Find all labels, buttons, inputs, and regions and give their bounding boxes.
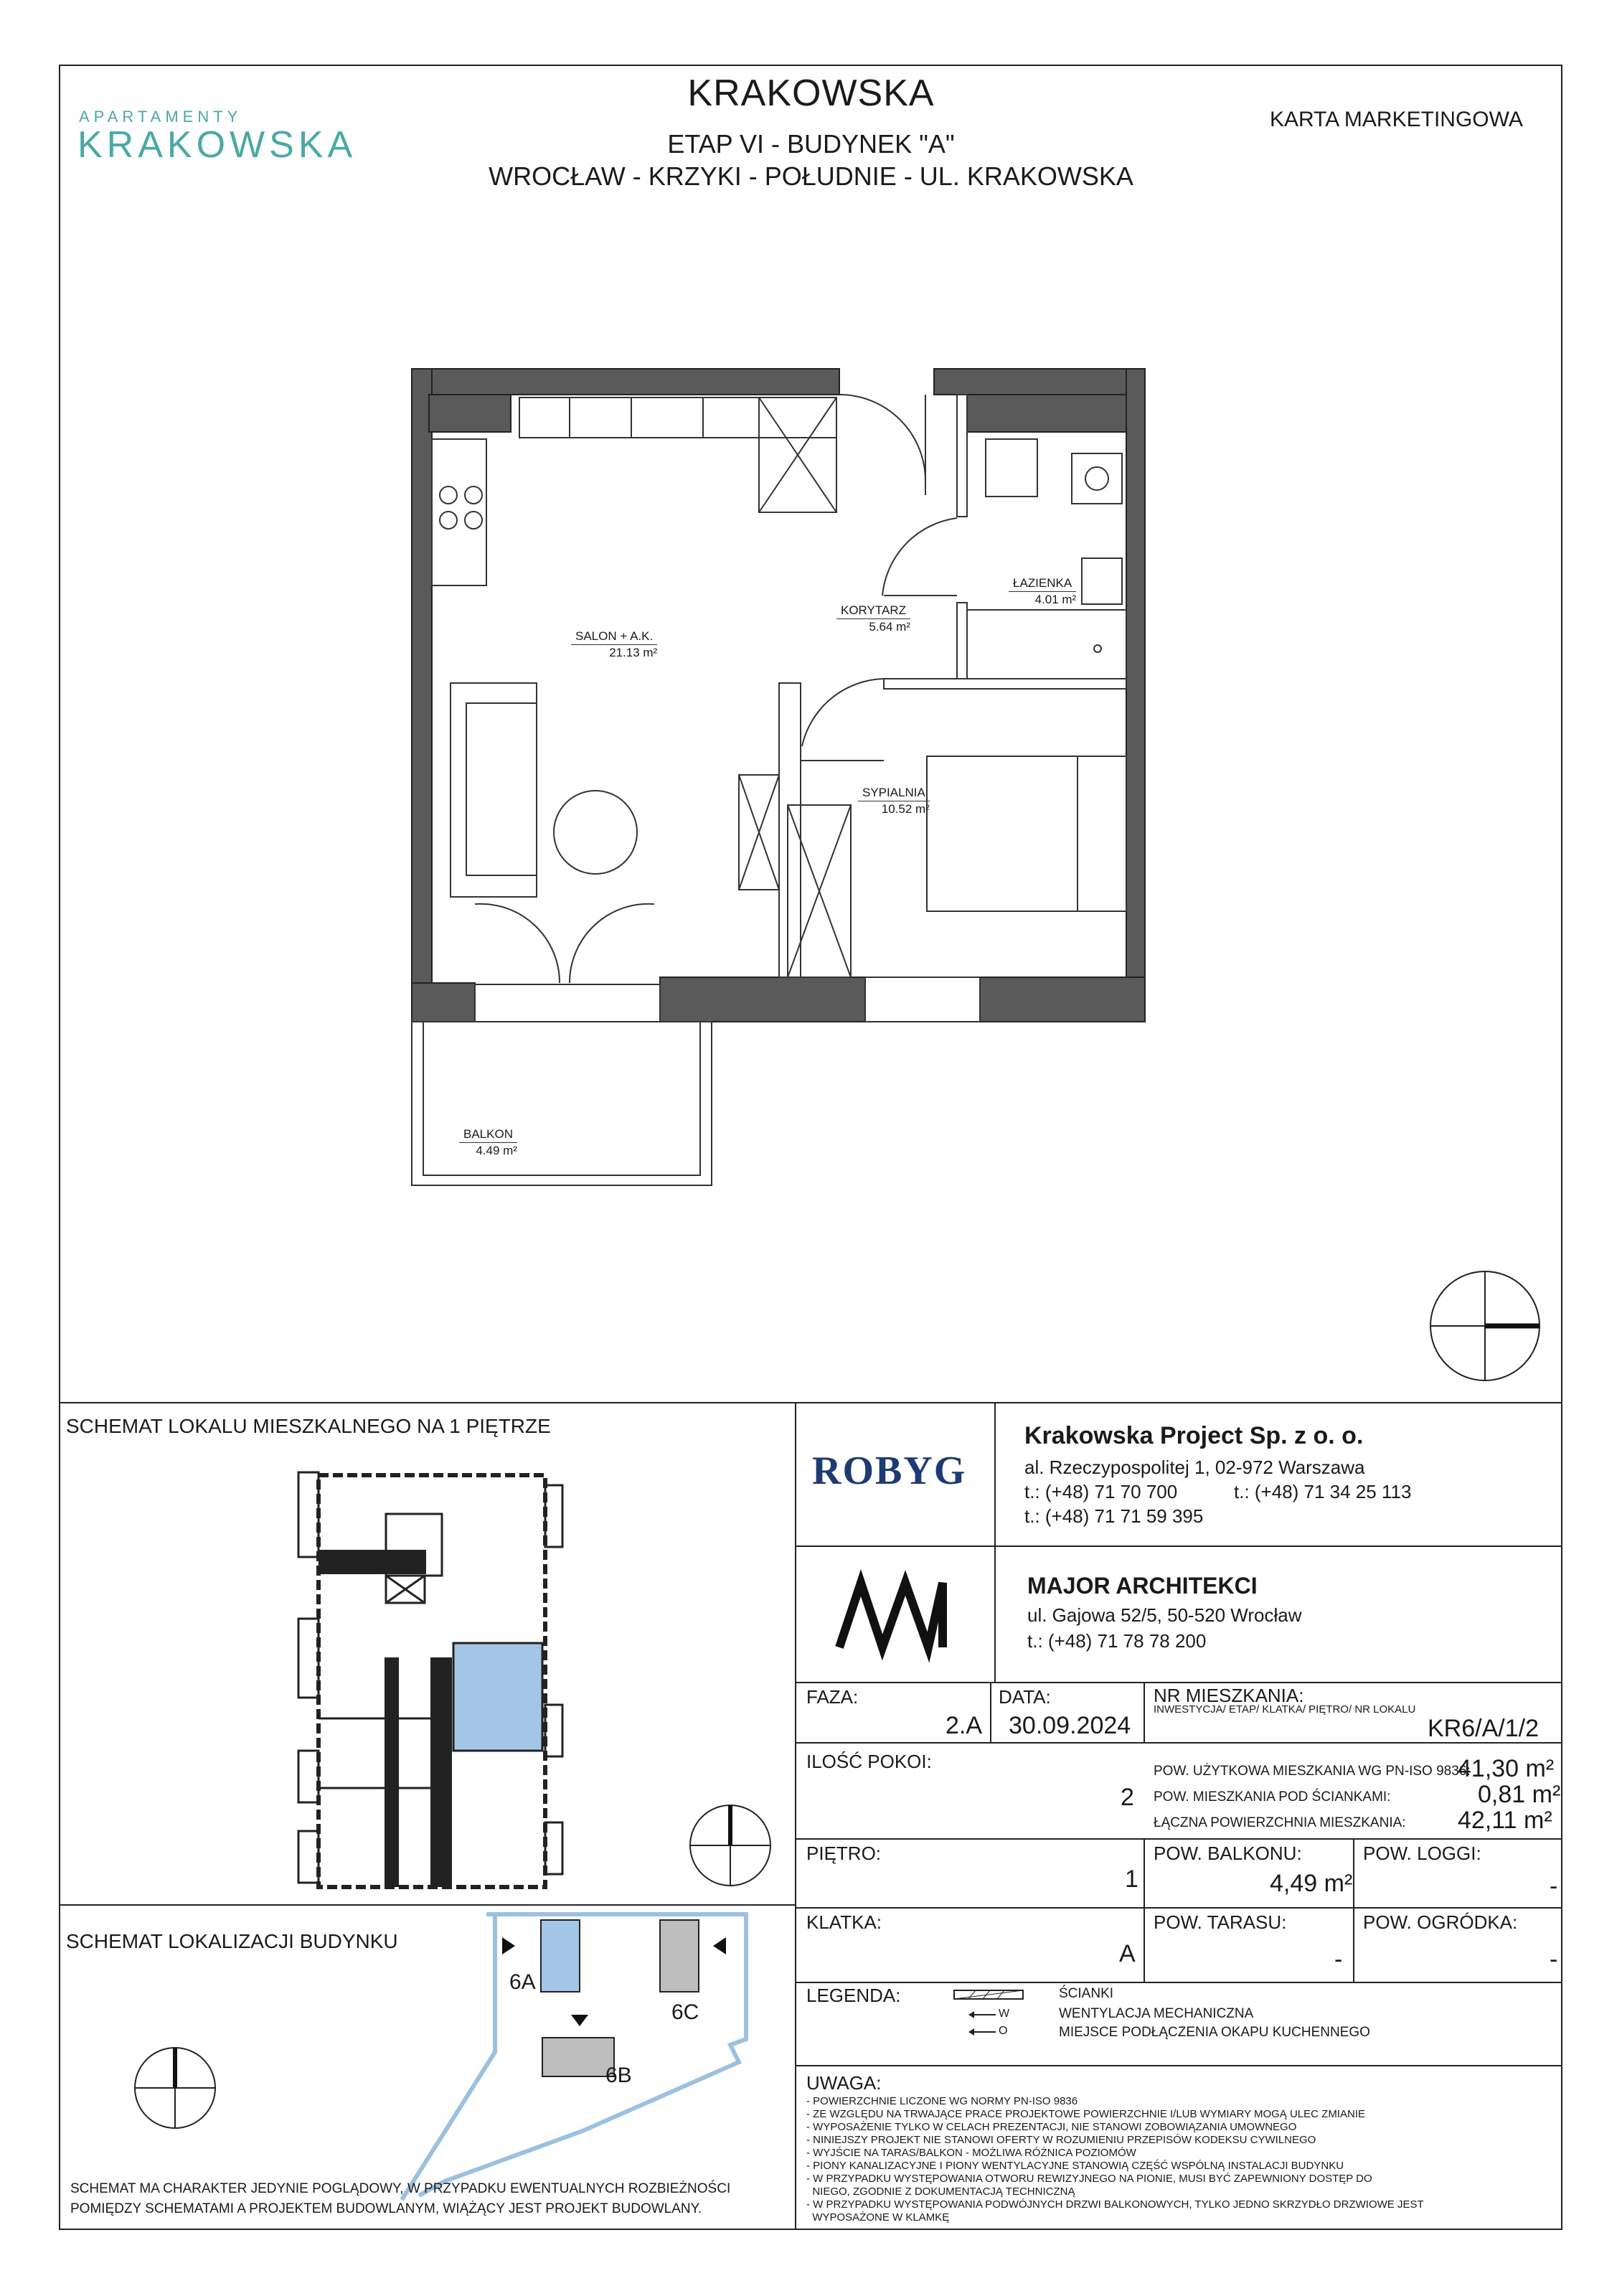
- note-line: - ZE WZGLĘDU NA TRWAJĄCE PRACE PROJEKTOWE POWIERZCHNIE I/LUB WYMIARY MOGĄ ULEC ZMIANIE: [806, 2108, 1365, 2120]
- note-line: - W PRZYPADKU WYSTĘPOWANIA OTWORU REWIZYJNEGO NA PIONIE, MUSI BYĆ ZAPEWNIONY DOSTĘP DO: [806, 2173, 1372, 2185]
- faza-value: 2.A: [946, 1712, 983, 1739]
- ogrodek-label: POW. OGRÓDKA:: [1363, 1911, 1518, 1933]
- faza-label: FAZA:: [806, 1686, 859, 1708]
- data-value: 30.09.2024: [1009, 1712, 1131, 1739]
- developer-name: Krakowska Project Sp. z o. o.: [1024, 1422, 1364, 1449]
- pokoi-value: 2: [1121, 1784, 1134, 1811]
- data-label: DATA:: [999, 1686, 1051, 1708]
- doc-type: KARTA MARKETINGOWA: [1270, 108, 1523, 131]
- area1-value: 41,30 m²: [1458, 1755, 1555, 1782]
- nr-value: KR6/A/1/2: [1428, 1715, 1539, 1742]
- label-6a: 6A: [509, 1970, 536, 1994]
- pokoi-label: ILOŚĆ POKOI:: [806, 1751, 932, 1772]
- room-name: BALKON: [459, 1126, 517, 1143]
- legend-item-3: MIEJSCE PODŁĄCZENIA OKAPU KUCHENNEGO: [1059, 2025, 1370, 2040]
- room-area: 4.01 m²: [1034, 593, 1077, 606]
- notes-title: UWAGA:: [806, 2072, 882, 2094]
- room-name: ŁAZIENKA: [1009, 575, 1076, 592]
- robyg-logo: ROBYG: [812, 1449, 967, 1493]
- loggia-value: -: [1550, 1873, 1558, 1900]
- note-line: - W PRZYPADKU WYSTĘPOWANIA PODWÓJNYCH DRZWI BALKONOWYCH, TYLKO JEDNO SKRZYDŁO DRZWIOWE JEST: [806, 2198, 1424, 2211]
- room-name: SALON + A.K.: [571, 629, 657, 645]
- legend-title: LEGENDA:: [806, 1985, 901, 2006]
- schema-floor-title: SCHEMAT LOKALU MIESZKALNEGO NA 1 PIĘTRZE: [66, 1415, 551, 1437]
- note-line: - WYPOSAŻENIE TYLKO W CELACH PREZENTACJI, NIE STANOWI ZOBOWIĄZANIA UMOWNEGO: [806, 2121, 1297, 2133]
- area2-value: 0,81 m²: [1478, 1781, 1561, 1808]
- klatka-value: A: [1119, 1940, 1136, 1967]
- note-line: - NINIEJSZY PROJEKT NIE STANOWI OFERTY W ROZUMIENIU PRZEPISÓW KODEKSU CYWILNEGO: [806, 2134, 1316, 2146]
- balkon-label: POW. BALKONU:: [1154, 1843, 1302, 1864]
- taras-label: POW. TARASU:: [1154, 1911, 1287, 1933]
- taras-value: -: [1334, 1946, 1343, 1973]
- legend-symbol-o: O: [999, 2025, 1008, 2037]
- room-name: SYPIALNIA: [858, 785, 930, 801]
- logo-top: APARTAMENTY: [79, 108, 242, 126]
- logo-main: KRAKOWSKA: [77, 124, 357, 166]
- developer-phone-3: t.: (+48) 71 71 59 395: [1024, 1505, 1204, 1527]
- area1-label: POW. UŻYTKOWA MIESZKANIA WG PN-ISO 9836:: [1154, 1764, 1471, 1779]
- balkon-value: 4,49 m²: [1270, 1870, 1353, 1897]
- legend-symbol-w: W: [999, 2008, 1010, 2020]
- area3-value: 42,11 m²: [1458, 1807, 1552, 1834]
- legend-item-1: ŚCIANKI: [1059, 1986, 1114, 2001]
- header-line-1: ETAP VI - BUDYNEK "A": [667, 129, 955, 159]
- disclaimer-line-1: SCHEMAT MA CHARAKTER JEDYNIE POGLĄDOWY, W PRZYPADKU EWENTUALNYCH ROZBIEŻNOŚCI: [70, 2181, 731, 2196]
- developer-phone-2: t.: (+48) 71 34 25 113: [1234, 1481, 1412, 1502]
- nr-label: NR MIESZKANIA:: [1154, 1685, 1304, 1706]
- page-title: KRAKOWSKA: [687, 72, 935, 114]
- note-line: - WYJŚCIE NA TARAS/BALKON - MOŻLIWA RÓŻNICA POZIOMÓW: [806, 2147, 1136, 2159]
- nr-sub-label: INWESTYCJA/ ETAP/ KLATKA/ PIĘTRO/ NR LOKALU: [1154, 1703, 1416, 1716]
- note-line: WYPOSAŻONE W KLAMKĘ: [806, 2211, 950, 2224]
- area3-label: ŁĄCZNA POWIERZCHNIA MIESZKANIA:: [1154, 1815, 1406, 1830]
- developer-address: al. Rzeczypospolitej 1, 02-972 Warszawa: [1024, 1457, 1365, 1478]
- developer-phone-1: t.: (+48) 71 70 700: [1024, 1481, 1178, 1502]
- notes-list: [806, 2095, 1424, 2224]
- note-line: - PIONY KANALIZACYJNE I PIONY WENTYLACYJNE STANOWIĄ CZĘŚĆ WSPÓLNĄ INSTALACJI BUDYNKU: [806, 2160, 1344, 2172]
- klatka-label: KLATKA:: [806, 1911, 882, 1933]
- area2-label: POW. MIESZKANIA POD ŚCIANKAMI:: [1154, 1789, 1391, 1805]
- pietro-value: 1: [1125, 1866, 1138, 1893]
- room-area: 10.52 m²: [881, 802, 930, 816]
- architect-name: MAJOR ARCHITEKCI: [1027, 1573, 1258, 1599]
- schema-location-title: SCHEMAT LOKALIZACJI BUDYNKU: [66, 1930, 398, 1952]
- legend-item-2: WENTYLACJA MECHANICZNA: [1059, 2006, 1254, 2021]
- loggia-label: POW. LOGGI:: [1363, 1843, 1481, 1864]
- label-6b: 6B: [605, 2064, 632, 2087]
- note-line: NIEGO, ZGODNIE Z DOKUMENTACJĄ TECHNICZNĄ: [806, 2186, 1075, 2198]
- header-line-2: WROCŁAW - KRZYKI - POŁUDNIE - UL. KRAKOWSKA: [489, 161, 1133, 191]
- note-line: - POWIERZCHNIE LICZONE WG NORMY PN-ISO 9836: [806, 2095, 1078, 2107]
- architect-address: ul. Gajowa 52/5, 50-520 Wrocław: [1027, 1604, 1302, 1626]
- disclaimer-line-2: POMIĘDZY SCHEMATAMI A PROJEKTEM BUDOWLANYM, WIĄŻĄCY JEST PROJEKT BUDOWLANY.: [70, 2201, 702, 2216]
- pietro-label: PIĘTRO:: [806, 1843, 882, 1864]
- room-area: 21.13 m²: [609, 646, 658, 659]
- ogrodek-value: -: [1550, 1946, 1558, 1973]
- room-area: 4.49 m²: [476, 1144, 517, 1157]
- room-area: 5.64 m²: [869, 620, 910, 634]
- architect-phone: t.: (+48) 71 78 78 200: [1027, 1630, 1207, 1652]
- room-name: KORYTARZ: [836, 603, 910, 619]
- label-6c: 6C: [671, 2000, 699, 2024]
